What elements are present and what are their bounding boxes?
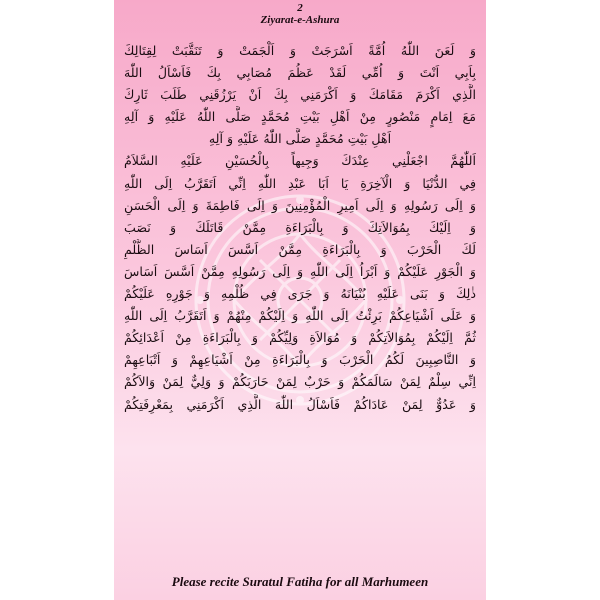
text-line: مَعَ اِمَامٍ مَنْصُورٍ مِنْ اَهْلِ بَيْتِ مُحَمَّدٍ صَلَّى اللّٰهُ عَلَيْهِ وَ آلِهِ bbox=[124, 109, 476, 125]
page-number: 2 bbox=[297, 2, 303, 14]
text-line: وَ لَعَنَ اللّٰهُ اُمَّةً اَسْرَجَتْ وَ اَلْجَمَتْ وَ تَنَقَّبَتْ لِقِتَالِكَ bbox=[124, 43, 476, 58]
page-title: Ziyarat-e-Ashura bbox=[260, 14, 340, 26]
text-line: ثُمَّ اِلَيْكُمْ بِمُوَالاَتِكُمْ وَ مُوَالاَةِ وَلِيِّكُمْ وَ بِالْبَرَاءَةِ مِنْ اَعْدَائِكُمْ bbox=[124, 330, 476, 346]
text-line: وَ عَدُوٌّ لِمَنْ عَادَاكُمْ فَاَسْاَلُ اللّٰهَ الَّذِي اَكْرَمَنِي بِمَعْرِفَتِكُمْ bbox=[124, 396, 476, 412]
text-line: فِي الدُّنْيَا وَ الْآخِرَةِ يَا اَبَا عَبْدِ اللّٰهِ اِنِّي اَتَقَرَّبُ اِلَى اللّٰهِ bbox=[124, 175, 476, 191]
text-line: بِاَبِي اَنْتَ وَ اُمِّي لَقَدْ عَظُمَ مُصَابِي بِكَ فَاَسْاَلُ اللّٰهَ bbox=[124, 65, 476, 81]
ziyarat-text-block bbox=[124, 40, 476, 416]
document-page bbox=[114, 0, 486, 600]
text-line: وَ النَّاصِبِينَ لَكُمُ الْحَرْبَ وَ بِالْبَرَاءَةِ مِنْ اَشْيَاعِهِمْ وَ اَتْبَاعِهِمْ bbox=[124, 352, 476, 368]
text-line: ذٰلِكَ وَ بَنَى عَلَيْهِ بُنْيَانَهُ وَ جَرَى فِي ظُلْمِهِ وَ جَوْرِهِ عَلَيْكُمْ bbox=[124, 286, 476, 302]
text-line: وَ الْجَوْرِ عَلَيْكُمْ وَ اَبْرَاُ اِلَى اللّٰهِ وَ اِلَى رَسُولِهِ مِمَّنْ اَسَّسَ اَسَاسَ bbox=[124, 263, 476, 279]
text-line: وَ عَلَى اَشْيَاعِكُمْ بَرِئْتُ اِلَى اللّٰهِ وَ اِلَيْكُمْ مِنْهُمْ وَ اَتَقَرَّبُ اِلَى اللّٰهِ bbox=[124, 308, 476, 324]
text-line: وَ اِلَى رَسُولِهِ وَ اِلَى اَمِيرِ الْمُؤْمِنِينَ وَ اِلَى فَاطِمَةَ وَ اِلَى الْحَسَنِ bbox=[124, 197, 476, 213]
text-line: اِنِّي سِلْمٌ لِمَنْ سَالَمَكُمْ وَ حَرْبٌ لِمَنْ حَارَبَكُمْ وَ وَلِيٌّ لِمَنْ وَالاَكُمْ bbox=[124, 374, 476, 390]
text-line: الَّذِي اَكْرَمَ مَقَامَكَ وَ اَكْرَمَنِي بِكَ اَنْ يَرْزُقَنِي طَلَبَ ثَارِكَ bbox=[124, 87, 476, 103]
text-line: وَ اِلَيْكَ بِمُوَالاَتِكَ وَ بِالْبَرَاءَةِ مِمَّنْ قَاتَلَكَ وَ نَصَبَ bbox=[124, 219, 476, 235]
text-line: اَللّٰهُمَّ اجْعَلْنِي عِنْدَكَ وَجِيهاً بِالْحُسَيْنِ عَلَيْهِ السَّلاَمُ bbox=[124, 153, 476, 169]
text-line: لَكَ الْحَرْبَ وَ بِالْبَرَاءَةِ مِمَّنْ اَسَّسَ اَسَاسَ الظُّلْمِ bbox=[124, 241, 476, 257]
text-line: اَهْلِ بَيْتِ مُحَمَّدٍ صَلَّى اللّٰهُ عَلَيْهِ وَ آلِهِ bbox=[208, 131, 392, 147]
footer-note: Please recite Suratul Fatiha for all Marhumeen bbox=[171, 574, 429, 589]
